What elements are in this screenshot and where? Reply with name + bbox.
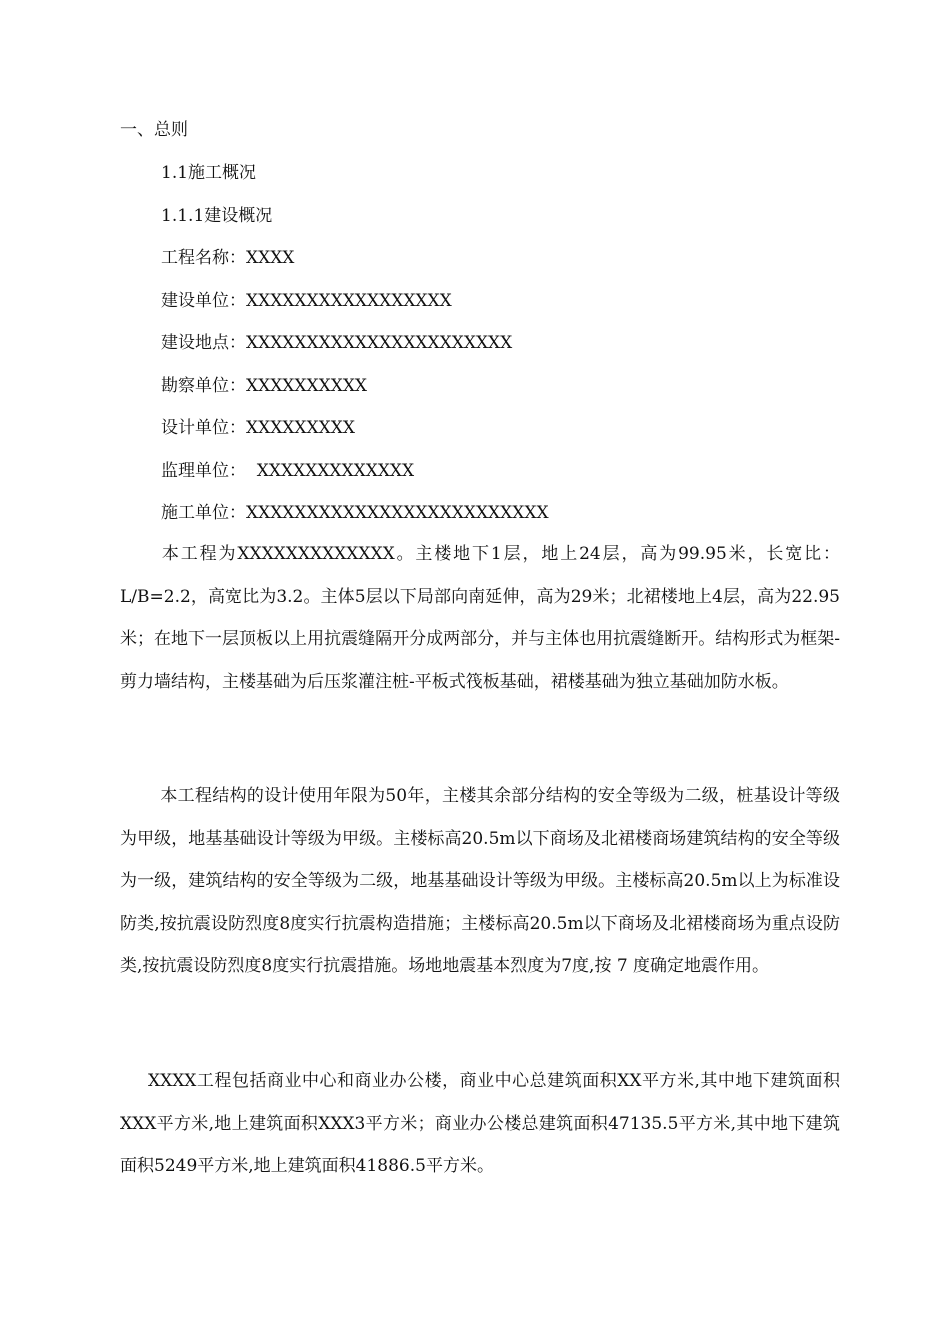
field-supervision-unit: 监理单位： XXXXXXXXXXXXX [161,461,415,481]
chapter-heading: 一、总则 [120,120,188,140]
section-heading: 1.1施工概况 [161,163,257,183]
paragraph-safety-grade [120,775,840,988]
field-project-name: 工程名称：XXXX [161,248,295,268]
field-survey-unit: 勘察单位：XXXXXXXXXX [161,376,368,396]
field-design-unit: 设计单位：XXXXXXXXX [161,418,355,438]
field-location: 建设地点：XXXXXXXXXXXXXXXXXXXXXX [161,333,513,353]
field-construction-unit: 施工单位：XXXXXXXXXXXXXXXXXXXXXXXXX [161,503,549,523]
subsection-heading: 1.1.1建设概况 [161,206,273,226]
paragraph-area-text: XXXX工程包括商业中心和商业办公楼，商业中心总建筑面积XX平方米,其中地下建筑面积XXX平方米,地上建筑面积XXX3平方米；商业办公楼总建筑面积47135.5平方米,其中地下建筑面积5249平方米,地上建筑面积41886.5平方米。 [120,1071,840,1176]
paragraph-overview-text: 本工程为XXXXXXXXXXXXX。主楼地下1层，地上24层，高为99.95米，长宽比：L/B=2.2，高宽比为3.2。主体5层以下局部向南延伸，高为29米；北裙楼地上4层，高为22.95米；在地下一层顶板以上用抗震缝隔开分成两部分，并与主体也用抗震缝断开。结构形式为框架-剪力墙结构，主楼基础为后压浆灌注桩-平板式筏板基础，裙楼基础为独立基础加防水板。 [120,544,840,692]
field-owner: 建设单位：XXXXXXXXXXXXXXXXX [161,291,452,311]
paragraph-safety-grade-text: 本工程结构的设计使用年限为50年，主楼其余部分结构的安全等级为二级，桩基设计等级为甲级，地基基础设计等级为甲级。主楼标高20.5m以下商场及北裙楼商场建筑结构的安全等级为一级，建筑结构的安全等级为二级，地基基础设计等级为甲级。主楼标高20.5m以上为标准设防类,按抗震设防烈度8度实行抗震构造措施；主楼标高20.5m以下商场及北裙楼商场为重点设防类,按抗震设防烈度8度实行抗震措施。场地地震基本烈度为7度,按 7 度确定地震作用。 [120,786,840,976]
paragraph-overview [120,533,840,703]
paragraph-area [120,1060,840,1188]
